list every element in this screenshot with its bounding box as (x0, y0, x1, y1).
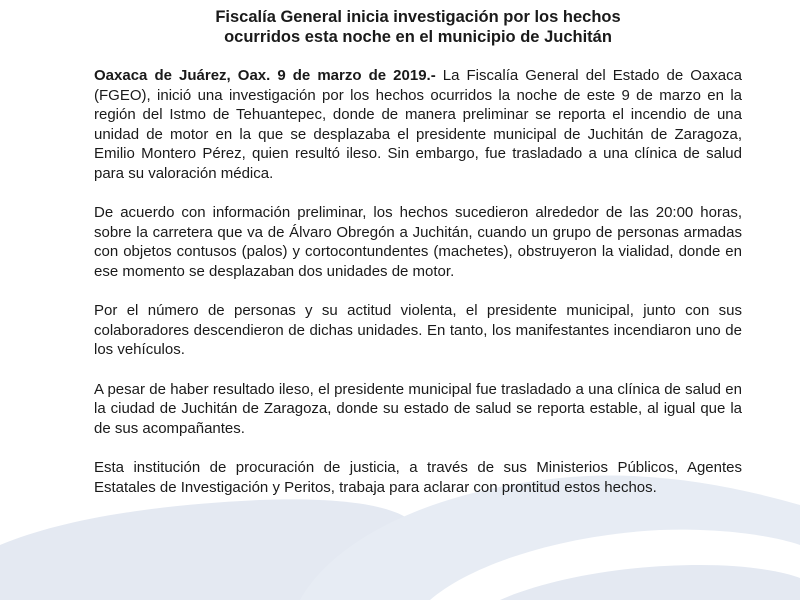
paragraph-2: De acuerdo con información preliminar, los hechos sucedieron alrededor de las 20:00 horas, sobre la carretera que va de Álvaro Obregón a Juchitán, cuando un grupo de personas armadas con objetos contusos (palos) y cortocontundentes (machetes), obstruyeron la vialidad, donde en ese momento se desplazaban dos unidades de motor. (94, 204, 742, 280)
paragraph-1 (94, 66, 742, 183)
paragraph-5: Esta institución de procuración de justicia, a través de sus Ministerios Públicos, Agentes Estatales de Investigación y Peritos, trabaja para aclarar con prontitud estos hechos. (94, 459, 742, 496)
paragraph-1-body: La Fiscalía General del Estado de Oaxaca (FGEO), inició una investigación por los hechos ocurridos la noche de este 9 de marzo en la región del Istmo de Tehuantepec, donde de manera preliminar se reporta el incendio de una unidad de motor en la que se desplazaba el presidente municipal de Juchitán de Zaragoza, Emilio Montero Pérez, quien resultó ileso. Sin embargo, fue trasladado a una clínica de salud para su valoración médica. (94, 67, 742, 182)
title-line-1: Fiscalía General inicia investigación por los hechos (215, 8, 621, 26)
dateline: Oaxaca de Juárez, Oax. 9 de marzo de 2019.- (94, 67, 436, 84)
paragraph-4: A pesar de haber resultado ileso, el presidente municipal fue trasladado a una clínica de salud en la ciudad de Juchitán de Zaragoza, donde su estado de salud se reporta estable, al igual que la de sus acompañantes. (94, 380, 742, 437)
document-page (94, 0, 742, 497)
document-title (94, 0, 742, 47)
title-line-2: ocurridos esta noche en el municipio de Juchitán (224, 28, 612, 46)
paragraph-3: Por el número de personas y su actitud violenta, el presidente municipal, junto con sus colaboradores descendieron de dichas unidades. En tanto, los manifestantes incendiaron uno de los vehículos. (94, 302, 742, 358)
